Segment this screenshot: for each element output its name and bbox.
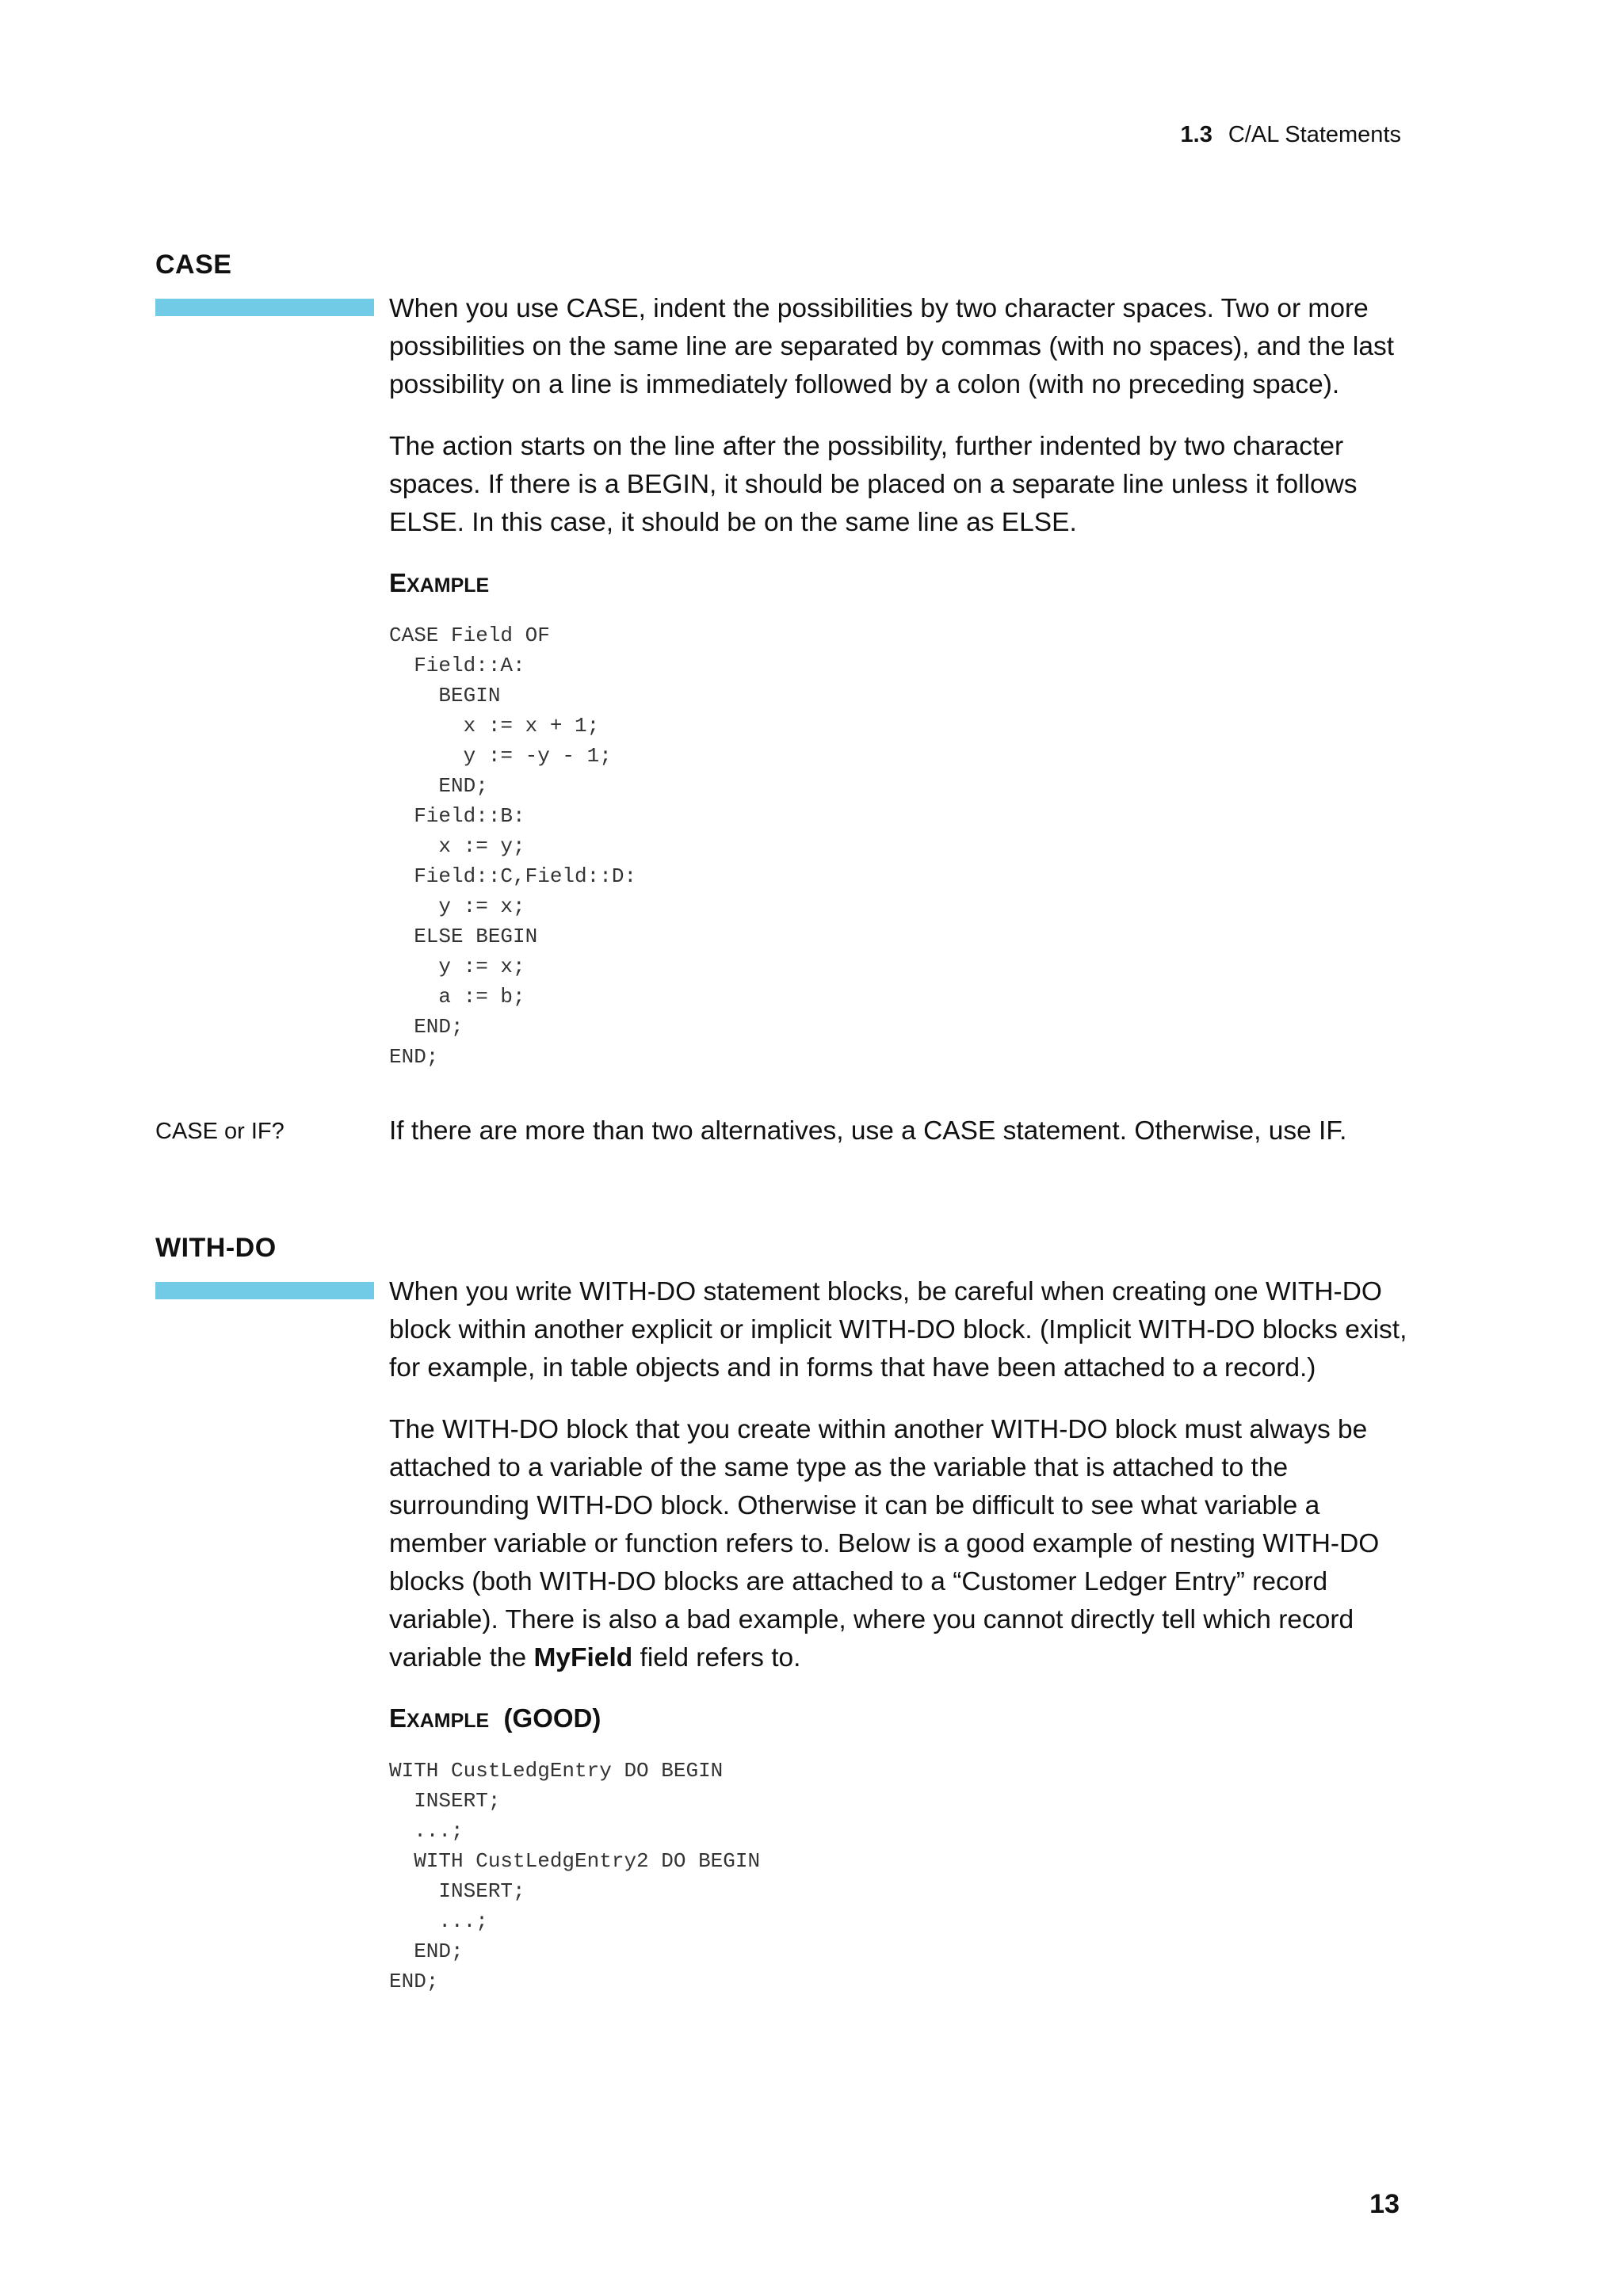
case-accent-bar	[155, 299, 374, 316]
with-do-body	[389, 1273, 1419, 1997]
case-code-example: CASE Field OF Field::A: BEGIN x := x + 1; y := -y - 1; END; Field::B: x := y; Field::C,Field::D: y := x; ELSE BEGIN y := x; a := b; END; END;	[389, 624, 637, 1069]
header-section-title: C/AL Statements	[1228, 122, 1401, 147]
with-do-code-example: WITH CustLedgEntry DO BEGIN INSERT; ...; WITH CustLedgEntry2 DO BEGIN INSERT; ...; END; END;	[389, 1759, 761, 1993]
with-do-paragraph-2	[389, 1411, 1419, 1677]
with-do-paragraph-2-end: field refers to.	[632, 1643, 801, 1672]
case-paragraph-2: The action starts on the line after the possibility, further indented by two character spaces. If there is a BEGIN, it should be placed on a separate line unless it follows ELSE. In this case, it should be on the same line as ELSE.	[389, 432, 1358, 537]
case-example-label	[389, 566, 1419, 603]
with-do-heading: WITH-DO	[155, 1233, 277, 1263]
with-do-accent-bar	[155, 1282, 374, 1299]
myfield-term: MyField	[533, 1643, 633, 1672]
with-do-example-label	[389, 1701, 1419, 1738]
with-do-paragraph-1: When you write WITH-DO statement blocks, be careful when creating one WITH-DO block within another explicit or implicit WITH-DO block. (Implicit WITH-DO blocks exist, for example, in table objects and in forms that have been attached to a record.)	[389, 1277, 1407, 1383]
with-do-example-qualifier: (GOOD)	[503, 1703, 601, 1733]
case-or-if-margin-note: CASE or IF?	[155, 1119, 285, 1144]
case-heading: CASE	[155, 250, 232, 280]
case-or-if-text: If there are more than two alternatives, use a CASE statement. Otherwise, use IF.	[389, 1116, 1347, 1146]
with-do-paragraph-2-text: The WITH-DO block that you create within another WITH-DO block must always be attached to a variable of the same type as the variable that is attached to the surrounding WITH-DO block. Otherwise it can be difficult to see what variable a member variable or function refers to. Below is a good example of nesting WITH-DO blocks (both WITH-DO blocks are attached to a “Customer Ledger Entry” record variable). There is also a bad example, where you cannot directly tell which record variable the	[389, 1415, 1380, 1672]
case-example-initial: E	[389, 568, 407, 597]
case-example-rest: XAMPLE	[407, 574, 490, 597]
case-or-if-body	[389, 1112, 1419, 1174]
with-do-example-initial: E	[389, 1703, 407, 1733]
running-header	[1181, 119, 1401, 151]
page-number: 13	[1369, 2189, 1400, 2219]
header-section-number: 1.3	[1180, 122, 1212, 147]
case-paragraph-1: When you use CASE, indent the possibilities by two character spaces. Two or more possibilities on the same line are separated by commas (with no spaces), and the last possibility on a line is immediately followed by a colon (with no preceding space).	[389, 294, 1395, 399]
case-body	[389, 290, 1419, 1072]
with-do-example-rest: XAMPLE	[407, 1710, 490, 1732]
